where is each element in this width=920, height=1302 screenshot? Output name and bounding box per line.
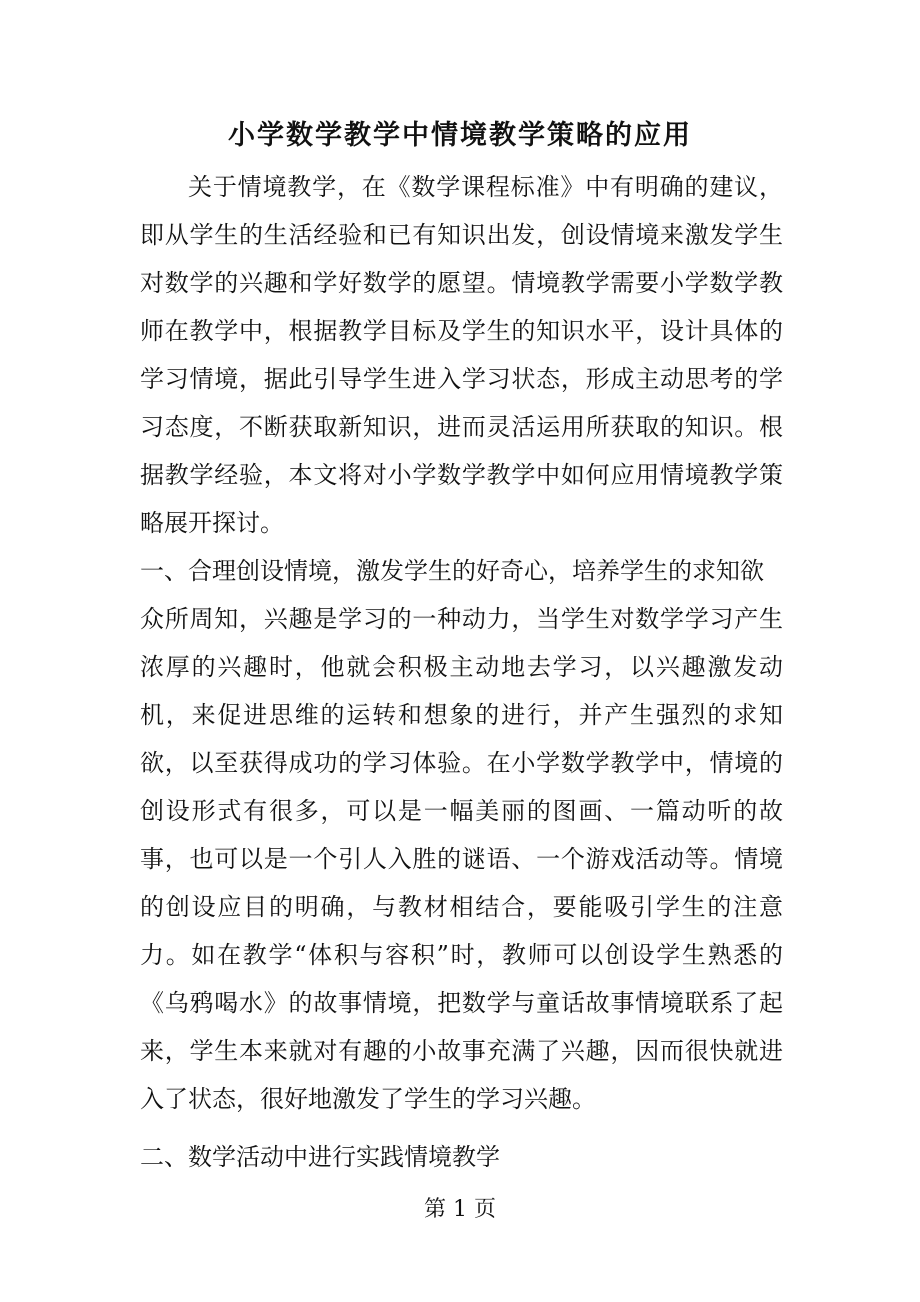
document-title: 小学数学教学中情境教学策略的应用 (228, 120, 692, 151)
page-number: 第 1 页 (424, 1197, 496, 1222)
section-1-paragraph: 众所周知，兴趣是学习的一种动力，当学生对数学学习产生浓厚的兴趣时，他就会积极主动地去学习，以兴趣激发动机，来促进思维的运转和想象的进行，并产生强烈的求知欲，以至获得成功的学习体验。在小学数学教学中，情境的创设形式有很多，可以是一幅美丽的图画、一篇动听的故事，也可以是一个引人入胜的谜语、一个游戏活动等。情境的创设应目的明确，与教材相结合，要能吸引学生的注意力。如在教学“体积与容积”时，教师可以创设学生熟悉的《乌鸦喝水》的故事情境，把数学与童话故事情境联系了起来，学生本来就对有趣的小故事充满了兴趣，因而很快就进入了状态，很好地激发了学生的学习兴趣。 (140, 605, 783, 1113)
section-1-heading: 一、合理创设情境，激发学生的好奇心，培养学生的求知欲 (140, 557, 764, 585)
intro-paragraph: 关于情境教学，在《数学课程标准》中有明确的建议，即从学生的生活经验和已有知识出发，创设情境来激发学生对数学的兴趣和学好数学的愿望。情境教学需要小学数学教师在教学中，根据教学目标及学生的知识水平，设计具体的学习情境，据此引导学生进入学习状态，形成主动思考的学习态度，不断获取新知识，进而灵活运用所获取的知识。根据教学经验，本文将对小学数学教学中如何应用情境教学策略展开探讨。 (140, 173, 783, 537)
section-2-heading: 二、数学活动中进行实践情境教学 (140, 1143, 500, 1171)
document-body (140, 163, 783, 1181)
